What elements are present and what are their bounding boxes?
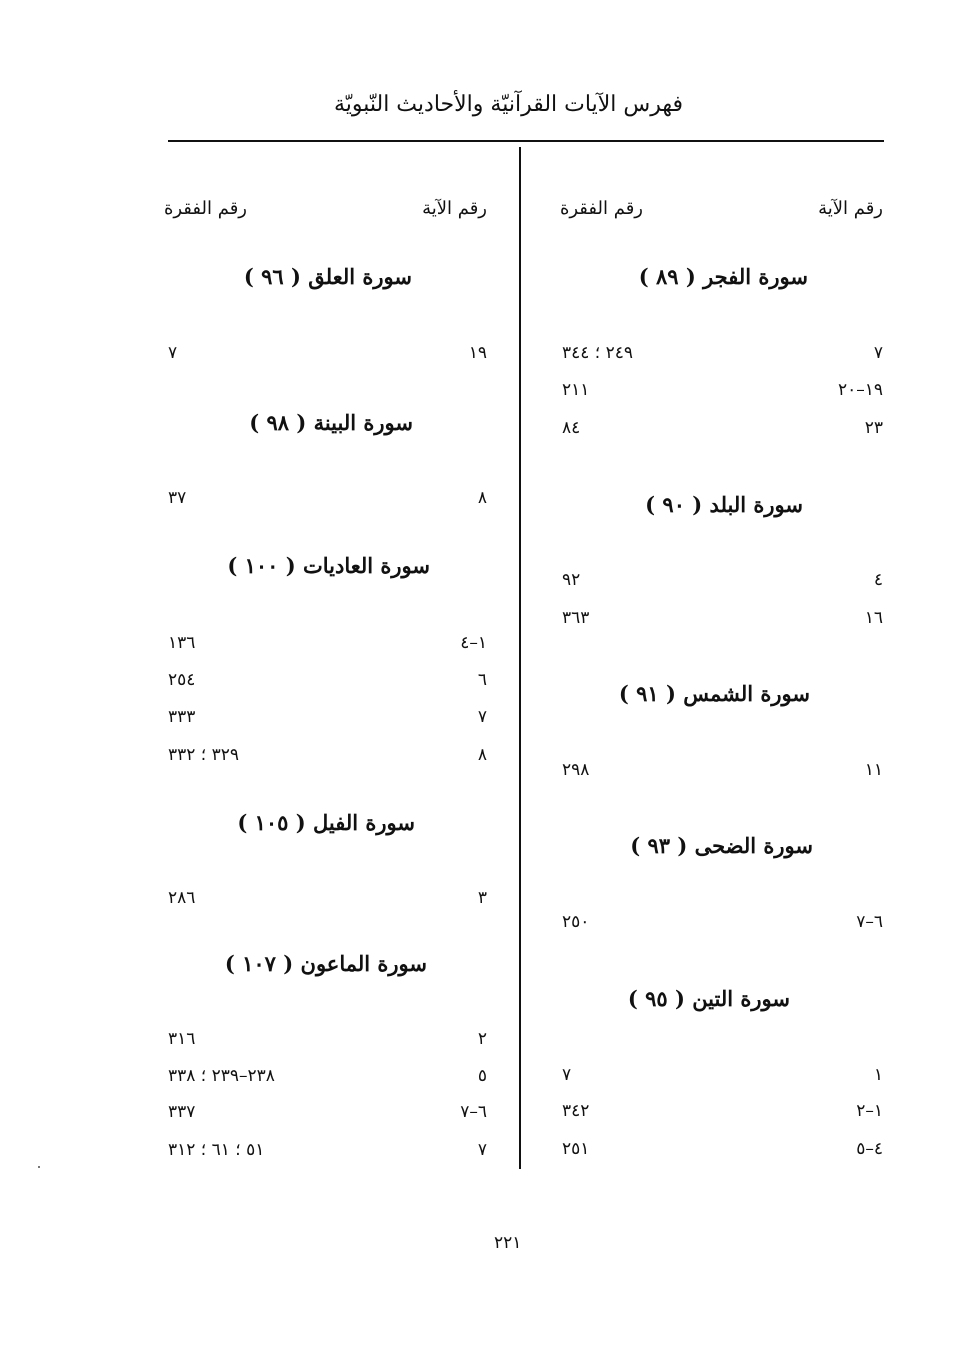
left-row-ayah: ٦: [477, 670, 487, 690]
left-row-paragraph: ٢٥٤: [168, 670, 196, 690]
left-row-paragraph: ١٣٦: [168, 633, 196, 653]
left-row-ayah: ٢: [477, 1029, 487, 1049]
surah-title-fil: سورة الفيل ( ١٠٥ ): [237, 810, 415, 835]
left-row-ayah: ٦–٧: [460, 1102, 487, 1122]
left-row-paragraph: ٥١ ؛ ٦١ ؛ ٣١٢: [168, 1140, 265, 1160]
left-row-paragraph: ٣٣٧: [168, 1102, 196, 1122]
left-row-paragraph: ٣٧: [168, 488, 187, 508]
right-row-paragraph: ٢٥١: [562, 1139, 590, 1159]
right-row-paragraph: ٨٤: [562, 418, 581, 438]
right-row-ayah: ٤–٥: [856, 1139, 883, 1159]
surah-title-fajr: سورة الفجر ( ٨٩ ): [638, 264, 808, 289]
left-row-ayah: ٧: [477, 707, 487, 727]
left-row-paragraph: ٣٣٣: [168, 707, 196, 727]
page-number: ٢٢١: [494, 1233, 522, 1253]
right-row-ayah: ١٦: [864, 608, 883, 628]
surah-title-alaq: سورة العلق ( ٩٦ ): [243, 264, 412, 289]
surah-title-bayyina: سورة البينة ( ٩٨ ): [249, 410, 413, 435]
header-divider: [168, 140, 884, 142]
scan-speck: [38, 1166, 40, 1168]
left-row-paragraph: ٣١٦: [168, 1029, 196, 1049]
right-row-ayah: ١–٢: [856, 1101, 883, 1121]
surah-title-tin: سورة التين ( ٩٥ ): [627, 986, 790, 1011]
surah-title-duha: سورة الضحى ( ٩٣ ): [630, 833, 813, 858]
right-row-ayah: ٤: [873, 570, 883, 590]
left-row-paragraph: ٧: [168, 343, 178, 363]
surah-title-shams: سورة الشمس ( ٩١ ): [618, 681, 810, 706]
left-row-paragraph: ٢٣٨–٢٣٩ ؛ ٣٣٨: [168, 1066, 275, 1086]
left-col-header-paragraph: رقم الفقرة: [163, 198, 247, 219]
right-row-paragraph: ٢٤٩ ؛ ٣٤٤: [562, 343, 634, 363]
surah-title-adiyat: سورة العاديات ( ١٠٠ ): [227, 553, 430, 578]
right-row-paragraph: ٣٤٢: [562, 1101, 590, 1121]
right-row-paragraph: ٢٥٠: [562, 912, 590, 932]
left-row-ayah: ١–٤: [460, 633, 487, 653]
left-row-ayah: ٥: [477, 1066, 487, 1086]
left-row-ayah: ٣: [477, 888, 487, 908]
left-row-ayah: ٨: [477, 488, 487, 508]
left-row-paragraph: ٢٨٦: [168, 888, 196, 908]
right-row-paragraph: ٢١١: [562, 380, 590, 400]
right-row-paragraph: ٣٦٣: [562, 608, 590, 628]
right-row-ayah: ١١: [864, 760, 883, 780]
right-col-header-ayah: رقم الآية: [818, 198, 883, 219]
left-row-ayah: ١٩: [468, 343, 487, 363]
surah-title-maun: سورة الماعون ( ١٠٧ ): [224, 951, 427, 976]
right-row-paragraph: ٢٩٨: [562, 760, 590, 780]
left-col-header-ayah: رقم الآية: [422, 198, 487, 219]
surah-title-balad: سورة البلد ( ٩٠ ): [645, 492, 803, 517]
right-row-ayah: ١٩–٢٠: [837, 380, 883, 400]
right-row-ayah: ٧: [873, 343, 883, 363]
right-row-ayah: ٢٣: [864, 418, 883, 438]
right-row-ayah: ١: [873, 1065, 883, 1085]
column-divider: [519, 147, 521, 1169]
page-header-title: فهرس الآيات القرآنيّة والأحاديث النّبويّة: [333, 92, 683, 117]
left-row-ayah: ٧: [477, 1140, 487, 1160]
right-row-paragraph: ٩٢: [562, 570, 581, 590]
right-row-ayah: ٦–٧: [856, 912, 883, 932]
left-row-ayah: ٨: [477, 745, 487, 765]
right-col-header-paragraph: رقم الفقرة: [559, 198, 643, 219]
left-row-paragraph: ٣٢٩ ؛ ٣٣٢: [168, 745, 240, 765]
right-row-paragraph: ٧: [562, 1065, 572, 1085]
